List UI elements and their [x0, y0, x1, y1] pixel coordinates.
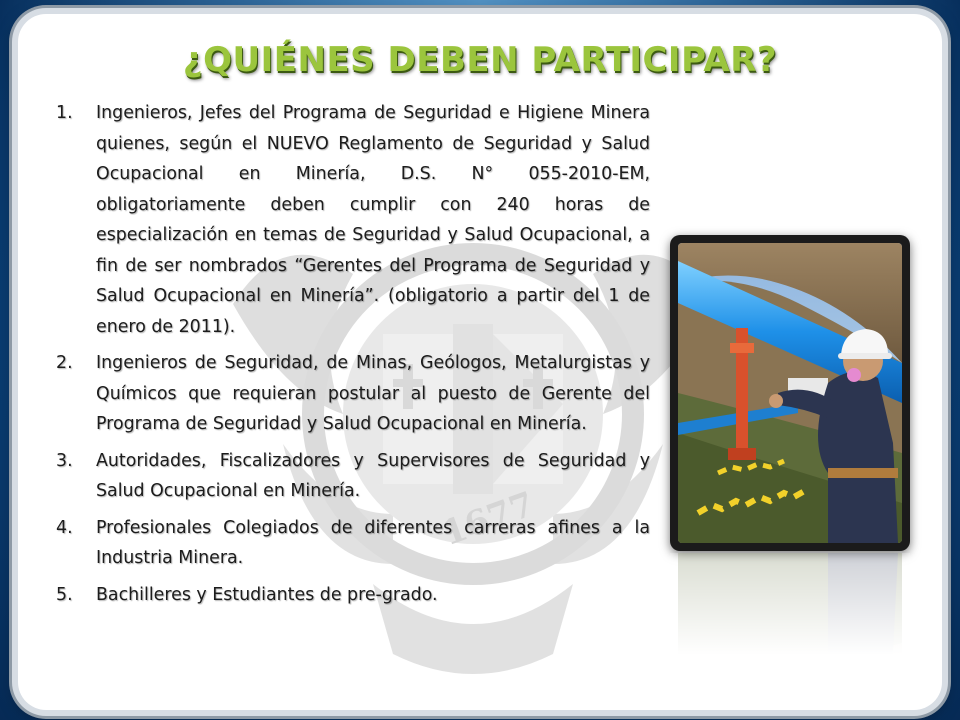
participants-list	[56, 98, 650, 610]
list-item-number: 3.	[56, 450, 73, 471]
page-title: ¿QUIÉNES DEBEN PARTICIPAR?	[182, 40, 778, 80]
list-item-text: Ingenieros de Seguridad, de Minas, Geólogos, Metalurgistas y Químicos que requieran postular al puesto de Gerente del Programa de Seguridad y Salud Ocupacional en Minería.	[96, 353, 650, 434]
list-item-text: Bachilleres y Estudiantes de pre-grado.	[96, 584, 438, 605]
list-item-number: 1.	[56, 103, 73, 123]
seal-year: 1677	[437, 484, 540, 555]
list-item	[56, 98, 650, 342]
list-item-number: 5.	[56, 584, 73, 605]
mining-worker-photo	[678, 243, 902, 543]
list-item-number: 4.	[56, 517, 73, 538]
list-item-number: 2.	[56, 353, 73, 373]
list-item-text: Profesionales Colegiados de diferentes carreras afines a la Industria Minera.	[96, 517, 650, 568]
list-item	[56, 348, 650, 440]
mining-worker-photo-frame	[670, 235, 910, 551]
list-item-text: Ingenieros, Jefes del Programa de Seguridad e Higiene Minera quienes, según el NUEVO Reglamento de Seguridad y Salud Ocupacional en Minería, D.S. N° 055-2010-EM, obligatoriamente deben cumplir con 240 horas de especialización en temas de Seguridad y Salud Ocupacional, a fin de ser nombrados “Gerentes del Programa de Seguridad y Salud Ocupacional en Minería”. (obligatorio a partir del 1 de enero de 2011).	[96, 103, 650, 337]
photo-reflection	[670, 553, 910, 673]
list-item	[56, 446, 650, 507]
list-item	[56, 580, 650, 611]
list-item	[56, 513, 650, 574]
list-item-text: Autoridades, Fiscalizadores y Supervisores de Seguridad y Salud Ocupacional en Minería.	[96, 450, 650, 501]
